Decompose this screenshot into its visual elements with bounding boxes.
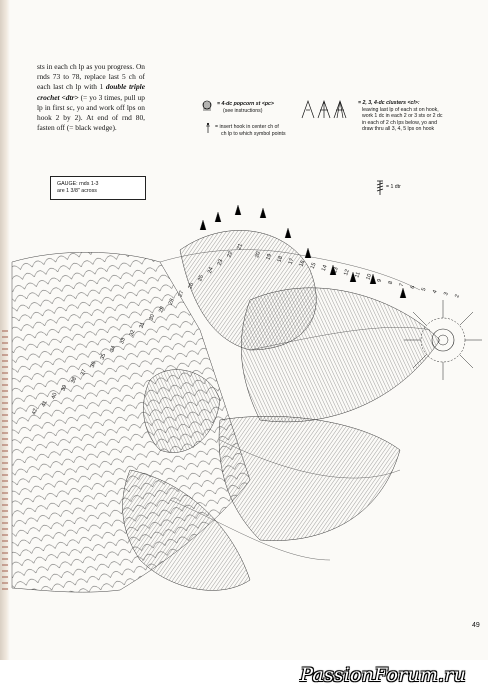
clusters-legend-title: = 2, 3, 4-dc clusters <cl>: [358, 100, 420, 106]
round-number: 39 [60, 384, 69, 393]
round-number: 17 [287, 257, 296, 266]
round-number: 32 [128, 329, 137, 338]
insert-note-line-1: = insert hook in center ch of [215, 124, 279, 130]
round-number: 30 [148, 313, 157, 322]
round-number: 11 [354, 271, 362, 279]
round-number: 7 [398, 282, 406, 288]
clusters-line-3: in each of 2 ch lps below, yo and [362, 119, 437, 126]
round-number: 18 [276, 255, 285, 264]
watermark-logo: PassionForum.ru [300, 664, 466, 686]
gauge-line-1: GAUGE: rnds 1-3 [57, 181, 99, 187]
watermark-bar [0, 660, 488, 690]
instruction-part-1: sts in each ch lp as you progress. On rnds 73 to 78, replace last 5 ch of each last ch lp with 1 [37, 62, 145, 92]
round-number: 14 [320, 264, 329, 273]
round-number: 34 [109, 345, 118, 353]
round-number: 15 [309, 261, 318, 270]
dtr-legend: = 1 dtr [386, 184, 401, 190]
round-number: 26 [187, 282, 196, 290]
gauge-line-2: are 1 3/8" across [57, 188, 97, 194]
round-number: 33 [119, 337, 127, 345]
round-number: 21 [236, 242, 244, 251]
round-number: 9 [376, 278, 384, 284]
instruction-part-2: (= yo 3 times, pull up lp in first sc, yo and work off lps on hook 2 by 2). At end of rnd 80, fasten off (= black wedge). [37, 92, 145, 133]
round-number: 2 [454, 293, 461, 299]
popcorn-legend-title: = 4-dc popcorn st <pc> [217, 101, 274, 107]
round-number: 40 [50, 392, 59, 400]
round-number: 23 [216, 258, 225, 267]
page-number: 49 [472, 622, 480, 629]
round-number: 35 [99, 352, 108, 361]
instruction-emphasis: double triple crochet <dtr> [37, 82, 145, 102]
round-number: 5 [420, 287, 428, 293]
round-number: 4 [432, 289, 439, 295]
round-number: 42 [31, 407, 39, 416]
round-number: 3 [443, 291, 450, 297]
pineapple-center [241, 288, 440, 422]
clusters-line-4: draw thru all 3, 4, 5 lps on hook [362, 126, 435, 133]
popcorn-legend-note: (see instructions) [223, 107, 263, 114]
round-number: 28 [167, 297, 176, 306]
round-number: 37 [80, 368, 88, 377]
round-number: 38 [70, 376, 79, 385]
round-number: 20 [254, 250, 262, 259]
round-number: 16 [298, 259, 307, 268]
round-number: 24 [206, 266, 215, 275]
round-number: 8 [387, 280, 395, 286]
clusters-line-1: leaving last lp of each st on hook, [362, 106, 439, 113]
round-number: 19 [265, 253, 274, 261]
round-number: 29 [158, 305, 166, 314]
round-number: 31 [138, 321, 147, 330]
pineapple-lower [219, 416, 400, 540]
round-number: 41 [41, 400, 49, 408]
round-number: 25 [197, 274, 205, 283]
clusters-line-2: work 1 dc in each 2 or 3 sts or 2 dc [362, 113, 443, 120]
round-number: 12 [343, 268, 351, 277]
round-number: 10 [365, 273, 374, 281]
insert-note-line-2: ch lp to which symbol points [221, 130, 286, 137]
round-number: 36 [89, 360, 98, 369]
round-number: 6 [409, 284, 417, 290]
round-number: 13 [332, 266, 340, 275]
round-number: 27 [177, 290, 186, 298]
round-number: 22 [226, 250, 235, 259]
